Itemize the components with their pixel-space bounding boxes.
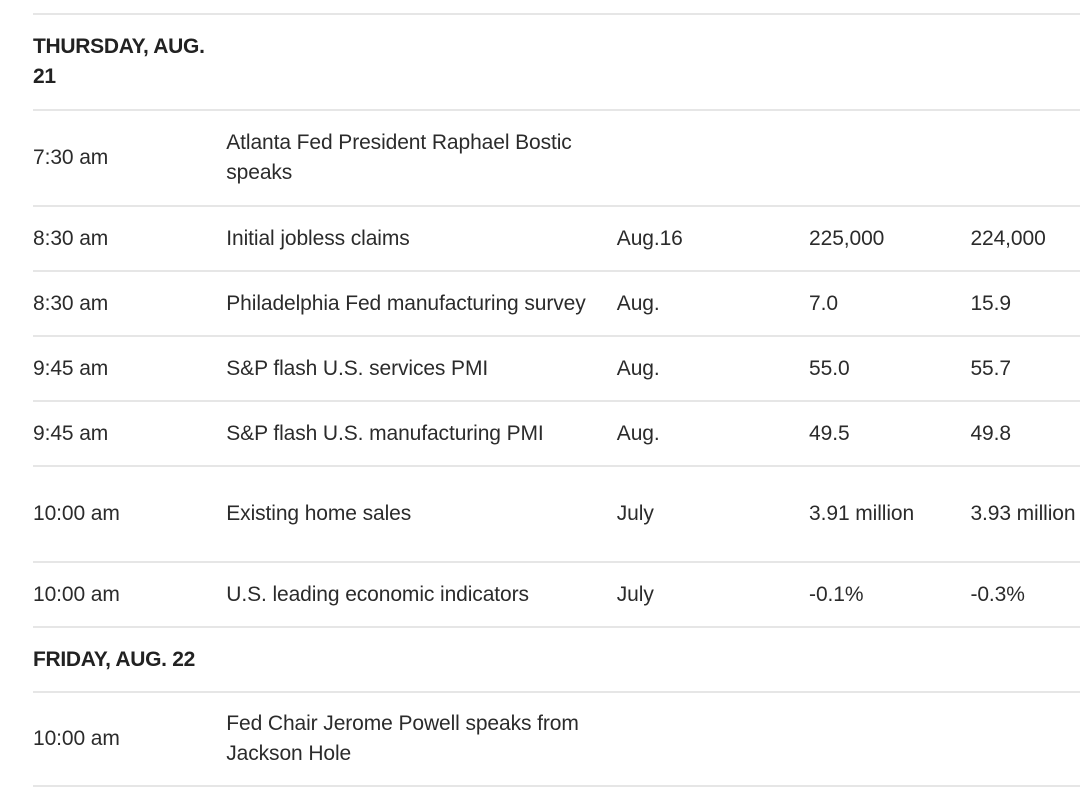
event-name: U.S. leading economic indicators [226,582,529,606]
event-name: S&P flash U.S. manufacturing PMI [226,421,544,445]
table-row [33,270,1080,335]
event-time: 10:00 am [33,582,120,606]
event-name: Fed Chair Jerome Powell speaks from Jackson Hole [226,712,579,765]
event-period: Aug. [616,291,660,315]
event-period: Aug. [616,356,660,380]
event-time: 9:45 am [33,421,109,445]
day-heading-row [33,626,1080,691]
event-previous: 49.8 [970,421,1011,445]
event-time: 8:30 am [33,226,109,250]
table-row [33,400,1080,465]
day-heading: FRIDAY, AUG. 22 [33,647,195,671]
event-forecast: 225,000 [809,226,885,250]
table-row [33,465,1080,561]
event-period: Aug. [616,421,660,445]
event-time: 9:45 am [33,356,109,380]
event-previous: 15.9 [970,291,1011,315]
event-forecast: 49.5 [809,421,850,445]
event-time: 10:00 am [33,502,120,525]
event-period: Aug.16 [616,226,683,250]
event-forecast: -0.1% [809,582,864,606]
event-name: S&P flash U.S. services PMI [226,356,489,380]
event-name: Atlanta Fed President Raphael Bostic speaks [226,131,572,184]
table-row [33,335,1080,400]
event-period: July [616,582,654,606]
event-forecast: 3.91 million [809,502,915,525]
table-row [33,205,1080,270]
event-forecast: 55.0 [809,356,850,380]
table-row [33,109,1080,205]
event-name: Existing home sales [226,502,412,525]
event-previous: 224,000 [970,226,1046,250]
table-row [33,561,1080,626]
event-name: Philadelphia Fed manufacturing survey [226,291,586,315]
day-heading: THURSDAY, AUG. 21 [33,35,205,88]
event-previous: -0.3% [970,582,1025,606]
event-time: 7:30 am [33,146,109,169]
day-heading-row [33,13,1080,109]
event-forecast: 7.0 [809,291,838,315]
event-previous: 3.93 million [970,502,1076,525]
event-time: 10:00 am [33,727,120,750]
event-name: Initial jobless claims [226,226,410,250]
event-previous: 55.7 [970,356,1011,380]
event-period: July [616,502,654,525]
table-row [33,691,1080,787]
event-time: 8:30 am [33,291,109,315]
economic-calendar-table [33,0,1080,774]
